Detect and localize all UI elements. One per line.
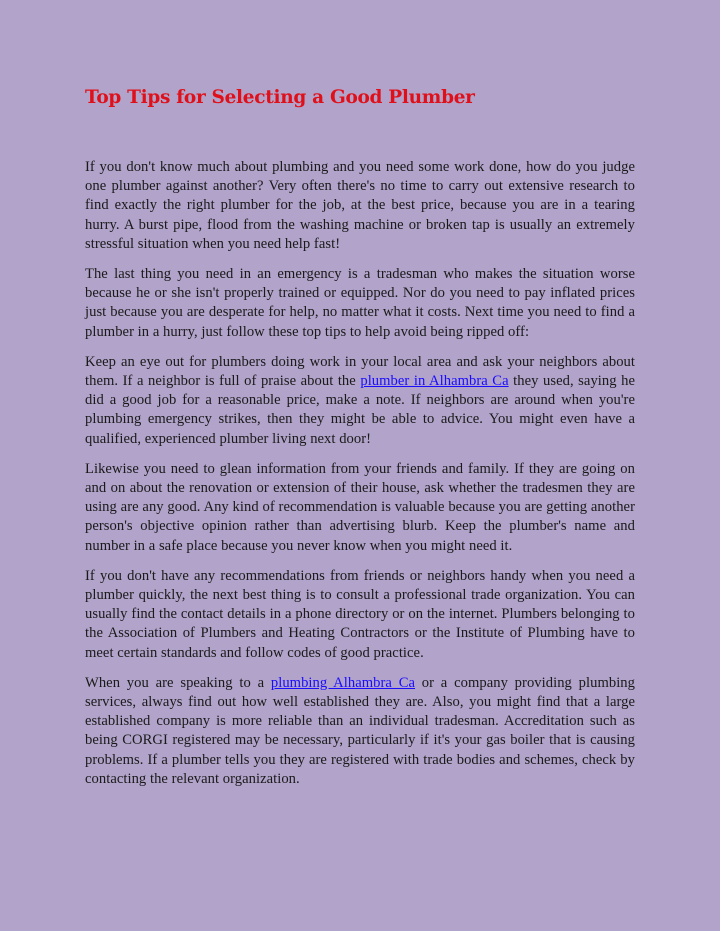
paragraph-6 [85,674,635,789]
plumber-in-alhambra-link[interactable]: plumber in Alhambra Ca [360,373,509,390]
paragraph-2: The last thing you need in an emergency is a tradesman who makes the situation worse because he or she isn't properly trained or equipped. Nor do you need to pay inflated prices just because you are desperate for help, no matter what it costs. Next time you need to find a plumber in a hurry, just follow these top tips to help avoid being ripped off: [85,266,635,340]
paragraph-1: If you don't know much about plumbing and you need some work done, how do you judge one plumber against another? Very often there's no time to carry out extensive research to find exactly the right plumber for the job, at the best price, because you are in a tearing hurry. A burst pipe, flood from the washing machine or broken tap is usually an extremely stressful situation when you need help fast! [85,159,635,252]
page-title: Top Tips for Selecting a Good Plumber [85,87,475,108]
paragraph-6-text-before: When you are speaking to a [85,674,271,691]
paragraph-5: If you don't have any recommendations from friends or neighbors handy when you need a plumber quickly, the next best thing is to consult a professional trade organization. You can usually find the contact details in a phone directory or on the internet. Plumbers belonging to the Association of Plumbers and Heating Contractors or the Institute of Plumbing have to meet certain standards and follow codes of good practice. [85,567,635,661]
paragraph-6-text-after: or a company providing plumbing services, always find out how well established they are. Also, you might find that a large established company is more reliable than an individual tradesman. Accreditation such as being CORGI registered may be necessary, particularly if it's your gas boiler that is causing problems. If a plumber tells you they are registered with trade bodies and schemes, check by contacting the relevant organization. [85,674,635,787]
paragraph-4: Likewise you need to glean information from your friends and family. If they are going on and on about the renovation or extension of their house, ask whether the tradesmen they are using are any good. Any kind of recommendation is valuable because you are getting another person's objective opinion rather than advertising blurb. Keep the plumber's name and number in a safe place because you never know when you might need it. [85,460,635,554]
article-body [85,158,635,789]
plumbing-alhambra-link[interactable]: plumbing Alhambra Ca [270,674,416,691]
paragraph-3-text-before: Keep an eye out for plumbers doing work in your local area and ask your neighbors about them. If a neighbor is full of praise about the [85,353,635,390]
paragraph-3 [85,353,635,449]
paragraph-3-text-after: they used, saying he did a good job for a reasonable price, make a note. If neighbors are around when you're plumbing emergency strikes, then they might be able to advice. You might even have a qualified, experienced plumber living next door! [85,373,635,447]
